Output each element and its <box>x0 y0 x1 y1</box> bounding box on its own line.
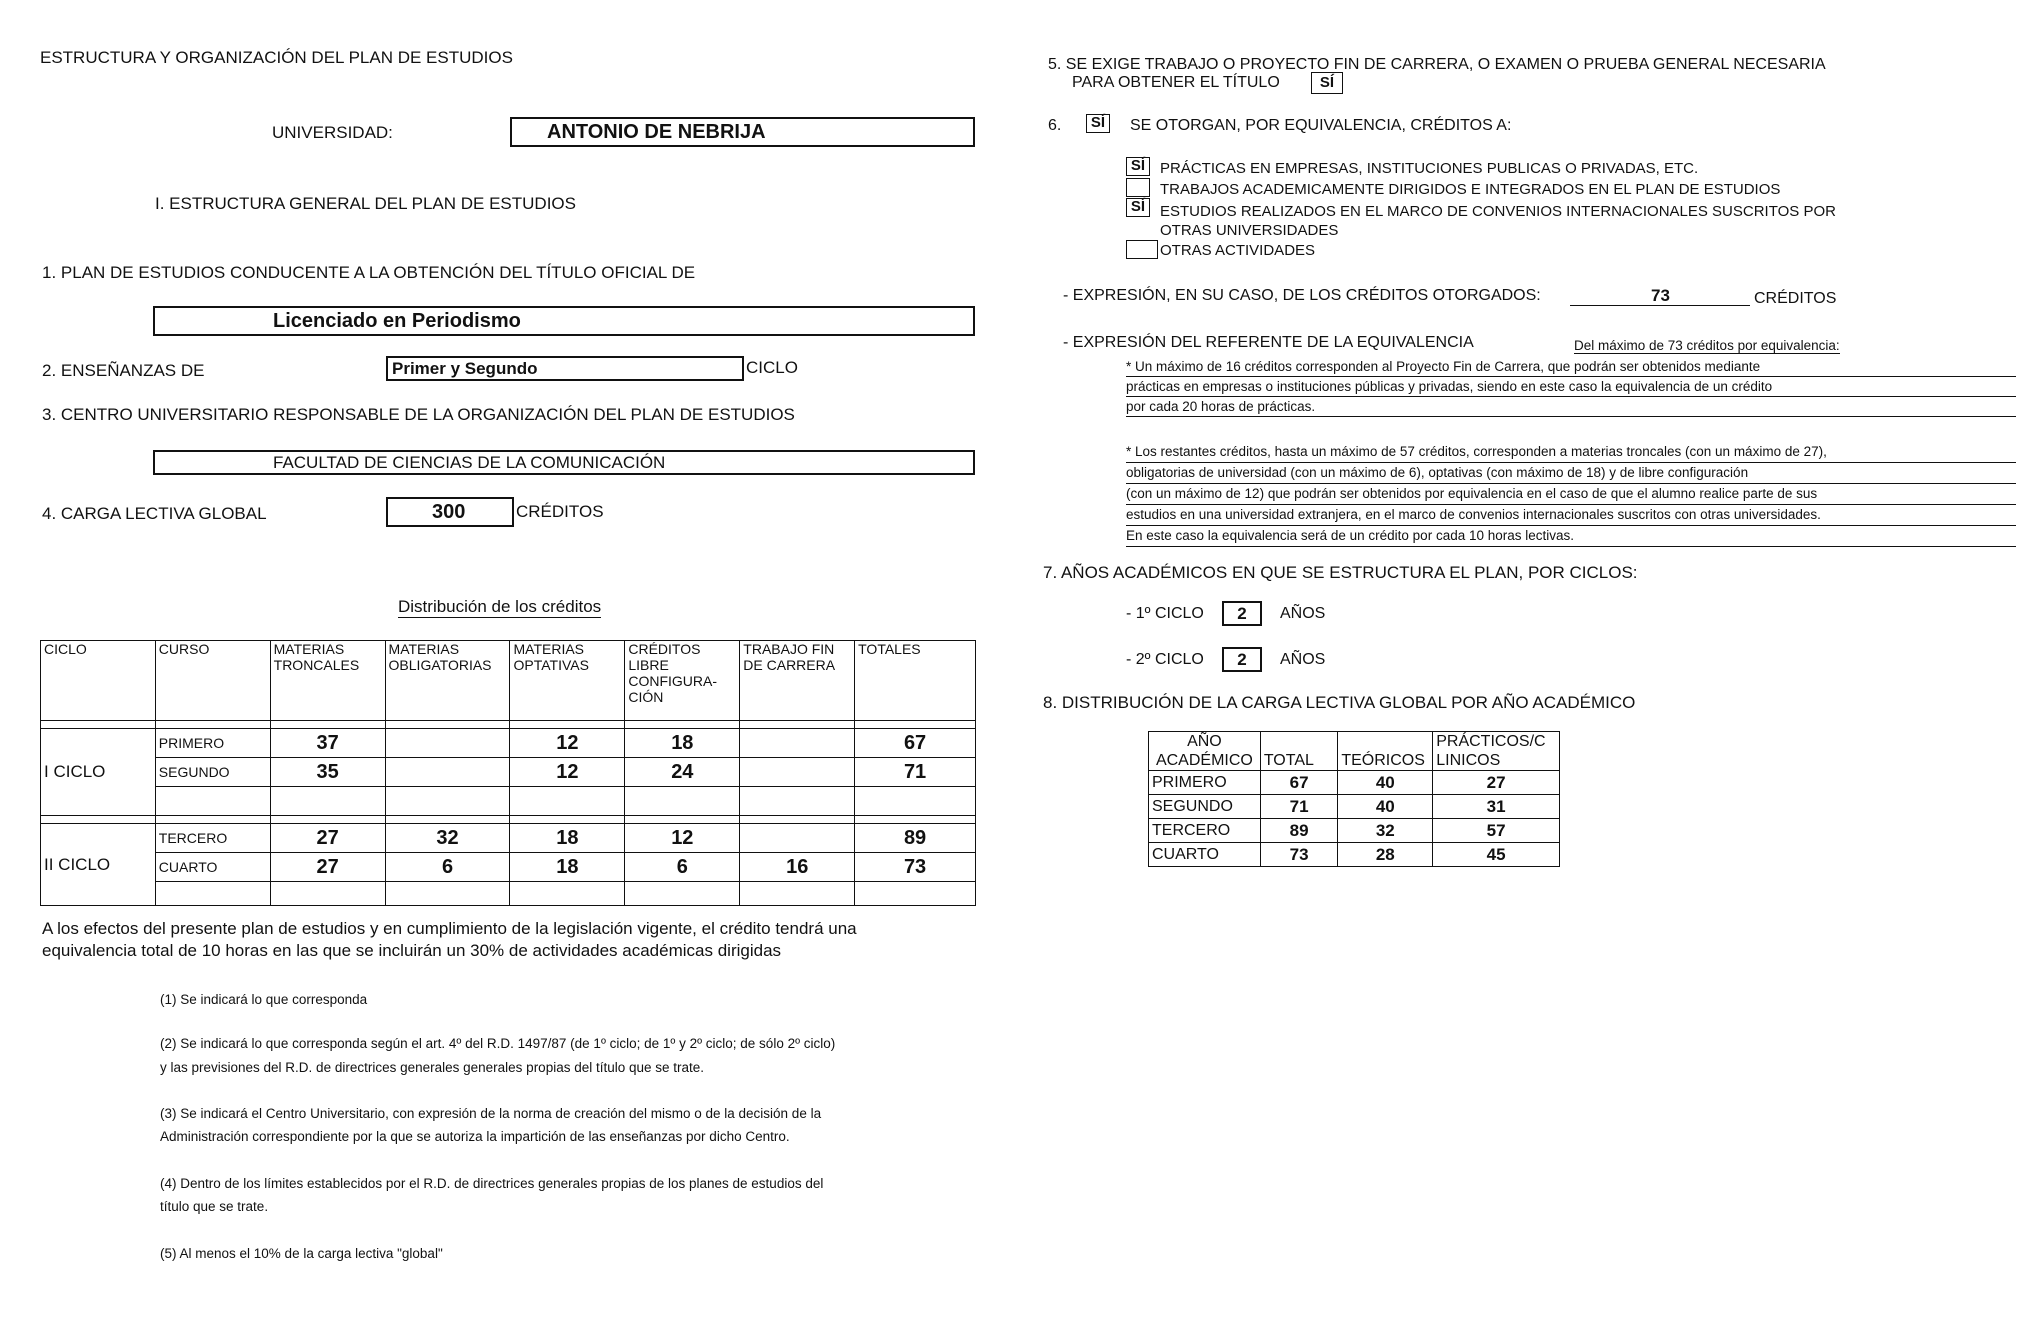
option-1-text: PRÁCTICAS EN EMPRESAS, INSTITUCIONES PUBLICAS O PRIVADAS, ETC. <box>1160 160 1699 177</box>
libre-cell: 6 <box>625 853 740 882</box>
expresion-label: - EXPRESIÓN, EN SU CASO, DE LOS CRÉDITOS OTORGADOS: <box>1063 287 1541 304</box>
referente-para-1 <box>1126 357 2016 417</box>
item5-line2: PARA OBTENER EL TÍTULO <box>1072 74 1280 91</box>
col-trabajo-header: TRABAJO FIN DE CARRERA <box>740 641 855 721</box>
para1-line: por cada 20 horas de prácticas. <box>1126 397 2016 417</box>
footnote-2b: y las previsiones del R.D. de directrices generales generales propias del título que se trate. <box>160 1060 705 1075</box>
anio-cell: SEGUNDO <box>1149 795 1261 819</box>
footnote-3a: (3) Se indicará el Centro Universitario, con expresión de la norma de creación del mismo o de la decisión de la <box>160 1106 822 1121</box>
practicos-header: PRÁCTICOS/C LINICOS <box>1433 732 1560 771</box>
referente-head: Del máximo de 73 créditos por equivalencia: <box>1574 338 1840 353</box>
ciclo-1-label: I CICLO <box>41 729 156 816</box>
total-cell: 71 <box>855 758 976 787</box>
option-3-checkbox: SÍ <box>1126 198 1150 217</box>
col-optativas-header: MATERIAS OPTATIVAS <box>510 641 625 721</box>
obligatorias-cell <box>385 758 510 787</box>
table-row <box>1149 843 1560 867</box>
item5-checkbox: SÍ <box>1311 72 1343 94</box>
total-cell: 71 <box>1260 795 1338 819</box>
ciclo1-years: 2 <box>1222 601 1262 626</box>
col-curso-header: CURSO <box>155 641 270 721</box>
option-2-checkbox <box>1126 178 1150 197</box>
teoricos-cell: 28 <box>1338 843 1433 867</box>
libre-cell: 12 <box>625 824 740 853</box>
header-row <box>41 641 976 721</box>
document-title: ESTRUCTURA Y ORGANIZACIÓN DEL PLAN DE ESTUDIOS <box>40 48 513 67</box>
item5-line1: 5. SE EXIGE TRABAJO O PROYECTO FIN DE CARRERA, O EXAMEN O PRUEBA GENERAL NECESARIA <box>1048 56 1826 73</box>
creditos-suffix: CRÉDITOS <box>516 502 604 521</box>
ensenanzas-value: Primer y Segundo <box>392 359 538 378</box>
credit-text-line: A los efectos del presente plan de estudios y en cumplimiento de la legislación vigente, el crédito tendrá una <box>42 919 857 938</box>
total-header: TOTAL <box>1260 732 1338 771</box>
practicos-cell: 45 <box>1433 843 1560 867</box>
anio-cell: CUARTO <box>1149 843 1261 867</box>
total-cell: 73 <box>1260 843 1338 867</box>
total-cell: 89 <box>1260 819 1338 843</box>
referente-para-2 <box>1126 442 2016 547</box>
table-row <box>1149 819 1560 843</box>
col-obligatorias-header: MATERIAS OBLIGATORIAS <box>385 641 510 721</box>
libre-cell: 24 <box>625 758 740 787</box>
footnote-4b: título que se trate. <box>160 1199 269 1214</box>
teoricos-cell: 40 <box>1338 795 1433 819</box>
curso-cell: CUARTO <box>155 853 270 882</box>
anio-header: AÑO ACADÉMICO <box>1149 732 1261 771</box>
obligatorias-cell: 6 <box>385 853 510 882</box>
total-cell: 89 <box>855 824 976 853</box>
trabajo-cell: 16 <box>740 853 855 882</box>
total-cell: 67 <box>1260 771 1338 795</box>
curso-cell: SEGUNDO <box>155 758 270 787</box>
footnote-1: (1) Se indicará lo que corresponda <box>160 992 368 1007</box>
practicos-cell: 27 <box>1433 771 1560 795</box>
anio-cell: TERCERO <box>1149 819 1261 843</box>
year-header-row <box>1149 732 1560 771</box>
ciclo2-label: - 2º CICLO <box>1126 651 1204 668</box>
table-row <box>41 758 976 787</box>
universidad-value: ANTONIO DE NEBRIJA <box>547 121 766 143</box>
footnote-3b: Administración correspondiente por la que se autoriza la impartición de las enseñanzas por dicho Centro. <box>160 1129 790 1144</box>
optativas-cell: 18 <box>510 824 625 853</box>
ciclo1-suffix: AÑOS <box>1280 605 1326 622</box>
referente-label: - EXPRESIÓN DEL REFERENTE DE LA EQUIVALENCIA <box>1063 334 1474 351</box>
col-totales-header: TOTALES <box>855 641 976 721</box>
option-2-text: TRABAJOS ACADEMICAMENTE DIRIGIDOS E INTEGRADOS EN EL PLAN DE ESTUDIOS <box>1160 181 1781 198</box>
total-cell: 73 <box>855 853 976 882</box>
optativas-cell: 18 <box>510 853 625 882</box>
item1-label: 1. PLAN DE ESTUDIOS CONDUCENTE A LA OBTENCIÓN DEL TÍTULO OFICIAL DE <box>42 263 696 282</box>
distribucion-table <box>40 640 976 906</box>
option-4-text: OTRAS UNIVERSIDADES <box>1160 222 1339 239</box>
credit-text-line: equivalencia total de 10 horas en las que se incluirán un 30% de actividades académicas dirigidas <box>42 941 782 960</box>
footnote-2a: (2) Se indicará lo que corresponda según el art. 4º del R.D. 1497/87 (de 1º ciclo; de 1º y 2º ciclo; de sólo 2º ciclo) <box>160 1036 836 1051</box>
para2-line: * Los restantes créditos, hasta un máximo de 57 créditos, corresponden a materias troncales (con un máximo de 27), <box>1126 442 2016 463</box>
item6-label: SE OTORGAN, POR EQUIVALENCIA, CRÉDITOS A: <box>1130 117 1512 134</box>
option-3-text: ESTUDIOS REALIZADOS EN EL MARCO DE CONVENIOS INTERNACIONALES SUSCRITOS POR <box>1160 203 1836 220</box>
titulo-value: Licenciado en Periodismo <box>273 310 521 332</box>
col-ciclo-header: CICLO <box>41 641 156 721</box>
table-row <box>1149 771 1560 795</box>
optativas-cell: 12 <box>510 758 625 787</box>
year-table <box>1148 731 1560 867</box>
centro-box <box>153 450 975 475</box>
carga-box <box>386 497 514 527</box>
item2-label: 2. ENSEÑANZAS DE <box>42 361 205 380</box>
teoricos-cell: 32 <box>1338 819 1433 843</box>
footnote-4a: (4) Dentro de los límites establecidos por el R.D. de directrices generales propias de los planes de estudios del <box>160 1176 824 1191</box>
para2-line: (con un máximo de 12) que podrán ser obtenidos por equivalencia en el caso de que el alumno realice parte de sus <box>1126 484 2016 505</box>
para1-line: * Un máximo de 16 créditos corresponden al Proyecto Fin de Carrera, que podrán ser obtenidos mediante <box>1126 357 2016 377</box>
carga-value: 300 <box>432 501 466 523</box>
credit-text <box>42 918 857 962</box>
trabajo-cell <box>740 758 855 787</box>
optativas-cell: 12 <box>510 729 625 758</box>
titulo-box <box>153 306 975 336</box>
troncales-cell: 27 <box>270 824 385 853</box>
troncales-cell: 37 <box>270 729 385 758</box>
option-5-text: OTRAS ACTIVIDADES <box>1160 242 1316 259</box>
troncales-cell: 27 <box>270 853 385 882</box>
item6-checkbox: SÍ <box>1086 114 1110 133</box>
centro-value: FACULTAD DE CIENCIAS DE LA COMUNICACIÓN <box>273 453 666 472</box>
obligatorias-cell: 32 <box>385 824 510 853</box>
universidad-label: UNIVERSIDAD: <box>272 123 393 142</box>
practicos-cell: 57 <box>1433 819 1560 843</box>
teoricos-header: TEÓRICOS <box>1338 732 1433 771</box>
table-row <box>41 729 976 758</box>
col-troncales-header: MATERIAS TRONCALES <box>270 641 385 721</box>
ensenanzas-box <box>386 356 744 381</box>
option-5-checkbox <box>1126 240 1158 259</box>
libre-cell: 18 <box>625 729 740 758</box>
ciclo-2-label: II CICLO <box>41 824 156 906</box>
troncales-cell: 35 <box>270 758 385 787</box>
ciclo2-suffix: AÑOS <box>1280 651 1326 668</box>
ciclo1-label: - 1º CICLO <box>1126 605 1204 622</box>
table-row <box>41 853 976 882</box>
ciclo-suffix: CICLO <box>746 358 798 377</box>
distribucion-title: Distribución de los créditos <box>398 597 602 616</box>
item3-label: 3. CENTRO UNIVERSITARIO RESPONSABLE DE LA ORGANIZACIÓN DEL PLAN DE ESTUDIOS <box>42 405 795 424</box>
curso-cell: PRIMERO <box>155 729 270 758</box>
universidad-box <box>510 117 975 147</box>
ciclo2-years: 2 <box>1222 647 1262 672</box>
total-cell: 67 <box>855 729 976 758</box>
table-row <box>1149 795 1560 819</box>
para2-line: En este caso la equivalencia será de un crédito por cada 10 horas lectivas. <box>1126 526 2016 547</box>
anio-cell: PRIMERO <box>1149 771 1261 795</box>
section-title: I. ESTRUCTURA GENERAL DEL PLAN DE ESTUDIOS <box>155 194 576 213</box>
expresion-value: 73 <box>1651 286 1670 305</box>
obligatorias-cell <box>385 729 510 758</box>
item8-label: 8. DISTRIBUCIÓN DE LA CARGA LECTIVA GLOBAL POR AÑO ACADÉMICO <box>1043 693 1636 712</box>
table-row <box>41 824 976 853</box>
expresion-suffix: CRÉDITOS <box>1754 290 1837 307</box>
footnote-5: (5) Al menos el 10% de la carga lectiva "global" <box>160 1246 443 1261</box>
para2-line: estudios en una universidad extranjera, en el marco de convenios internacionales suscritos con otras universidades. <box>1126 505 2016 526</box>
curso-cell: TERCERO <box>155 824 270 853</box>
col-libre-header: CRÉDITOS LIBRE CONFIGURA- CIÓN <box>625 641 740 721</box>
item7-label: 7. AÑOS ACADÉMICOS EN QUE SE ESTRUCTURA EL PLAN, POR CICLOS: <box>1043 563 1638 582</box>
para1-line: prácticas en empresas o instituciones públicas y privadas, siendo en este caso la equivalencia de un crédito <box>1126 377 2016 397</box>
trabajo-cell <box>740 729 855 758</box>
practicos-cell: 31 <box>1433 795 1560 819</box>
option-1-checkbox: SÍ <box>1126 157 1150 176</box>
para2-line: obligatorias de universidad (con un máximo de 6), optativas (con máximo de 18) y de libre configuración <box>1126 463 2016 484</box>
item6-number: 6. <box>1048 117 1062 134</box>
teoricos-cell: 40 <box>1338 771 1433 795</box>
item4-label: 4. CARGA LECTIVA GLOBAL <box>42 504 267 523</box>
trabajo-cell <box>740 824 855 853</box>
